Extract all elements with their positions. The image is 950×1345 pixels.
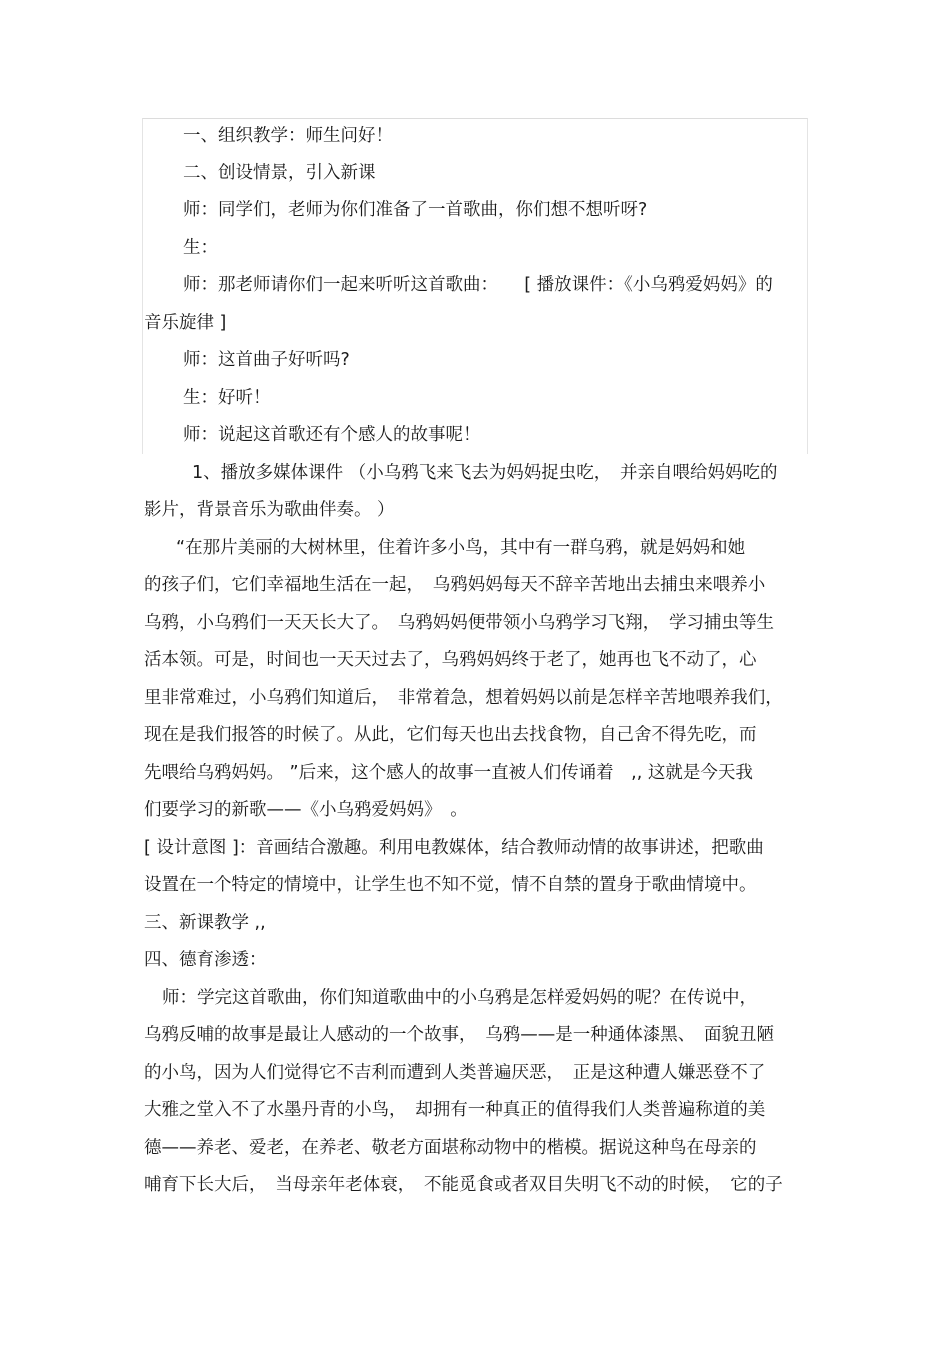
paragraph-line: 师：学完这首歌曲，你们知道歌曲中的小乌鸦是怎样爱妈妈的呢？在传说中， bbox=[162, 988, 757, 1008]
dialogue-line: 生： bbox=[183, 238, 218, 258]
story-line: 先喂给乌鸦妈妈。 ”后来，这个感人的故事一直被人们传诵着 ,, 这就是今天我 bbox=[144, 763, 753, 783]
story-line: 活本领。可是，时间也一天天过去了，乌鸦妈妈终于老了，她再也飞不动了，心 bbox=[144, 650, 757, 670]
paragraph-line: 影片，背景音乐为歌曲伴奏。 ） bbox=[144, 500, 395, 520]
paragraph-line: 大雅之堂入不了水墨丹青的小鸟， 却拥有一种真正的值得我们人类普遍称道的美 bbox=[144, 1100, 766, 1120]
story-line: 的孩子们，它们幸福地生活在一起， 乌鸦妈妈每天不辞辛苦地出去捕虫来喂养小 bbox=[144, 575, 766, 595]
story-line: 现在是我们报答的时候了。从此，它们每天也出去找食物，自己舍不得先吃，而 bbox=[144, 725, 757, 745]
story-line: 们要学习的新歌——《小乌鸦爱妈妈》 。 bbox=[144, 800, 468, 820]
paragraph-line: 1、播放多媒体课件 （小乌鸦飞来飞去为妈妈捉虫吃， 并亲自喂给妈妈吃的 bbox=[192, 463, 778, 483]
design-intent-line: [ 设计意图 ]：音画结合激趣。利用电教媒体，结合教师动情的故事讲述，把歌曲 bbox=[144, 838, 764, 858]
dialogue-line: 师：同学们，老师为你们准备了一首歌曲，你们想不想听呀? bbox=[183, 200, 648, 220]
dialogue-line: 师：说起这首歌还有个感人的故事呢！ bbox=[183, 425, 481, 445]
dialogue-line: 师：这首曲子好听吗? bbox=[183, 350, 350, 370]
section-heading: 四、德育渗透： bbox=[144, 950, 267, 970]
section-heading: 二、创设情景，引入新课 bbox=[183, 163, 376, 183]
design-intent-line: 设置在一个特定的情境中，让学生也不知不觉，情不自禁的置身于歌曲情境中。 bbox=[144, 875, 757, 895]
story-line: “在那片美丽的大树林里，住着许多小鸟，其中有一群乌鸦，就是妈妈和她 bbox=[176, 538, 746, 558]
story-line: 乌鸦，小乌鸦们一天天长大了。 乌鸦妈妈便带领小乌鸦学习飞翔， 学习捕虫等生 bbox=[144, 613, 774, 633]
dialogue-line: 师：那老师请你们一起来听听这首歌曲： [ 播放课件：《小乌鸦爱妈妈》的 bbox=[183, 275, 773, 295]
paragraph-line: 乌鸦反哺的故事是最让人感动的一个故事， 乌鸦——是一种通体漆黑、 面貌丑陋 bbox=[144, 1025, 774, 1045]
paragraph-line: 德——养老、爱老，在养老、敬老方面堪称动物中的楷模。据说这种鸟在母亲的 bbox=[144, 1138, 757, 1158]
story-line: 里非常难过，小乌鸦们知道后， 非常着急，想着妈妈以前是怎样辛苦地喂养我们， bbox=[144, 688, 783, 708]
paragraph-line: 哺育下长大后， 当母亲年老体衰， 不能觅食或者双目失明飞不动的时候， 它的子 bbox=[144, 1175, 783, 1195]
section-heading: 一、组织教学：师生问好！ bbox=[183, 126, 393, 146]
section-heading: 三、新课教学 ,, bbox=[144, 913, 266, 933]
dialogue-line: 生：好听！ bbox=[183, 388, 271, 408]
dialogue-line: 音乐旋律 ] bbox=[144, 313, 227, 333]
paragraph-line: 的小鸟，因为人们觉得它不吉利而遭到人类普遍厌恶， 正是这种遭人嫌恶登不了 bbox=[144, 1063, 766, 1083]
